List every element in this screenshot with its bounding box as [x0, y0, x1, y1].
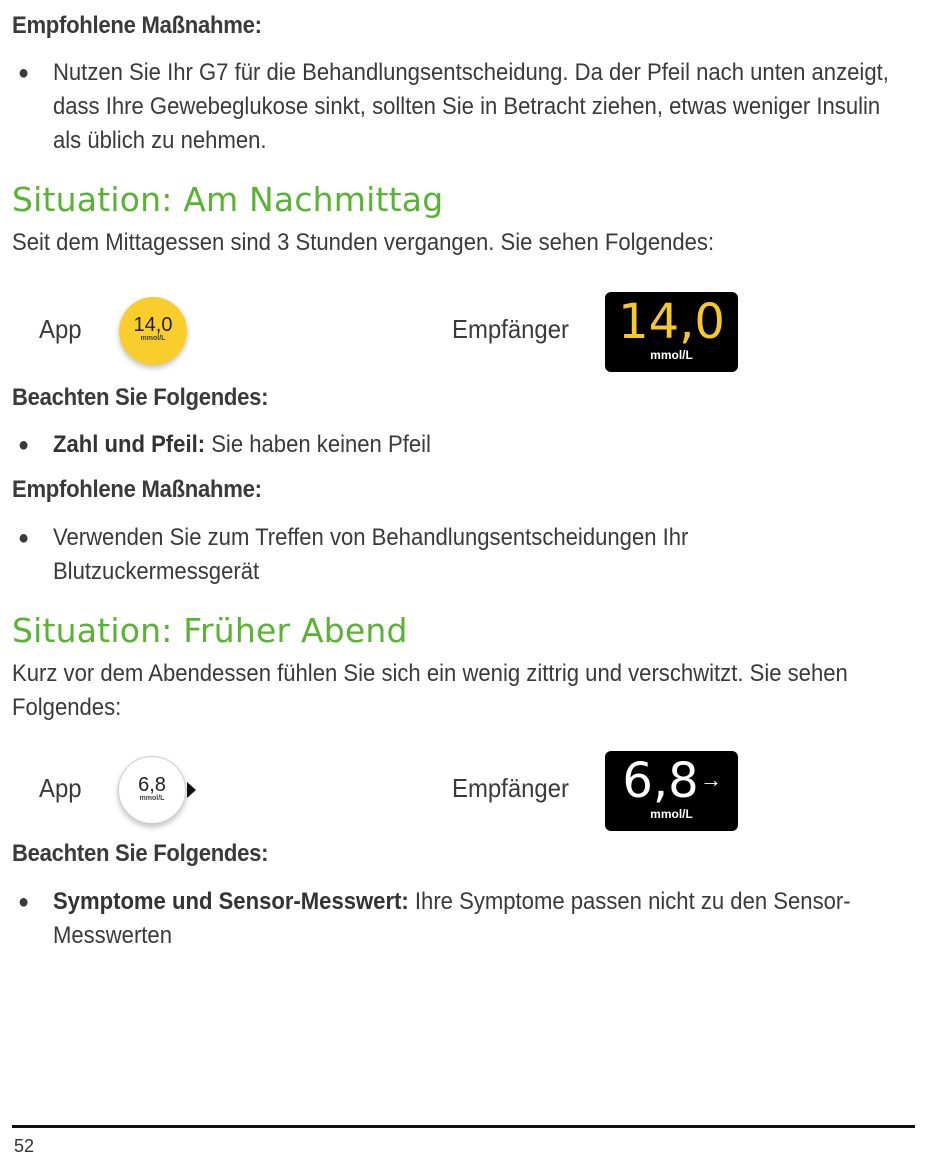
app-glucose-value: 14,0 — [133, 314, 173, 336]
page-number: 52 — [14, 1136, 35, 1156]
recommended-action-text: Verwenden Sie zum Treffen von Behandlungsentscheidungen Ihr Blutzuckermessgerät — [52, 524, 689, 585]
right-triangle-icon — [187, 782, 196, 798]
situation-evening-intro: Kurz vor dem Abendessen fühlen Sie sich ein wenig zittrig und verschwitzt. Sie sehen Folgendes: — [12, 660, 848, 721]
app-glucose-value: 6,8 — [138, 774, 166, 796]
situation-afternoon-heading: Situation: Am Nachmittag — [12, 180, 444, 219]
receiver-glucose-display — [605, 292, 738, 372]
note-bold-text: Symptome und Sensor-Messwert: — [52, 888, 409, 915]
list-item — [18, 885, 901, 953]
receiver-label: Empfänger — [452, 314, 570, 344]
recommended-action-heading: Empfohlene Maßnahme: — [12, 12, 262, 39]
list-item — [18, 428, 901, 462]
situation-evening-heading: Situation: Früher Abend — [12, 611, 408, 650]
recommended-action-heading: Empfohlene Maßnahme: — [12, 476, 262, 503]
receiver-glucose-display — [605, 751, 738, 831]
note-text: Sie haben keinen Pfeil — [205, 431, 431, 458]
note-text: Ihre Symptome passen nicht zu den Sensor-Messwerten — [52, 888, 851, 949]
app-glucose-display — [118, 756, 186, 824]
app-glucose-unit: mmol/L — [139, 795, 165, 802]
bullet-icon: ● — [18, 527, 30, 549]
bullet-icon: ● — [18, 62, 30, 84]
app-label: App — [39, 773, 82, 803]
app-glucose-display — [119, 297, 187, 365]
receiver-glucose-value: 14,0 — [618, 294, 725, 350]
bullet-icon: ● — [18, 434, 30, 456]
situation-afternoon-intro: Seit dem Mittagessen sind 3 Stunden vergangen. Sie sehen Folgendes: — [12, 229, 715, 256]
app-glucose-unit: mmol/L — [140, 335, 166, 342]
receiver-glucose-unit: mmol/L — [650, 807, 693, 821]
arrow-right-icon: → — [700, 767, 722, 792]
app-label: App — [39, 314, 82, 344]
note-bold-text: Zahl und Pfeil: — [52, 431, 206, 458]
receiver-label: Empfänger — [452, 773, 570, 803]
list-item — [18, 521, 901, 589]
footer-divider — [12, 1125, 915, 1128]
bullet-icon: ● — [18, 891, 30, 913]
note-heading: Beachten Sie Folgendes: — [12, 840, 269, 867]
recommended-action-text: Nutzen Sie Ihr G7 für die Behandlungsentscheidung. Da der Pfeil nach unten anzeigt, dass Ihre Gewebeglukose sinkt, sollten Sie in Betracht ziehen, etwas weniger Insulin als üblich zu nehmen. — [52, 59, 889, 154]
receiver-glucose-unit: mmol/L — [650, 348, 693, 362]
note-heading: Beachten Sie Folgendes: — [12, 384, 269, 411]
receiver-glucose-value: 6,8 — [622, 753, 699, 809]
list-item — [18, 56, 901, 158]
